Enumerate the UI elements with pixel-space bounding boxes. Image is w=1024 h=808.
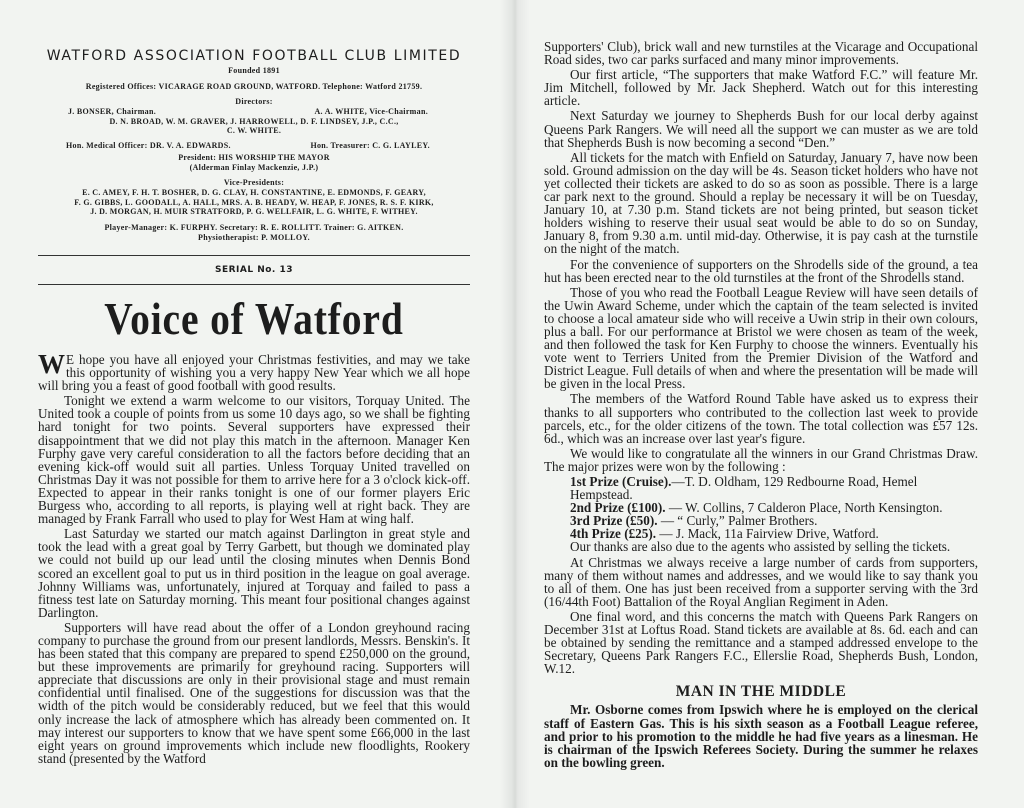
staff-line: Player-Manager: K. FURPHY. Secretary: R. E. ROLLITT. Trainer: G. AITKEN. [104,223,404,232]
paragraph: Those of you who read the Football League Review will have seen details of the Uwin Award Scheme, under which the captain of the team selected is invited to choose a local amateur side who will receive a Uwin strip in their own colours, plus a ball. For our performance at Bristol we were chosen as team of the week, and then followed the task for Ken Furphy to choose the winners. Eventually his vote went to Terriers United from the Premier Division of the Watford and District League. Full details of when and where the presentation will be made will be given in the local Press. [544,284,978,392]
paragraph: Tonight we extend a warm welcome to our visitors, Torquay United. The United took a couple of points from us some 10 days ago, so we shall be fighting hard tonight for two points. Several supporters have expressed their disappointment that we did not play this match in the afternoon. Manager Ken Furphy gave very careful consideration to all the factors before deciding that an evening kick-off would suit all parties. Unless Torquay United travelled on Christmas Day it was not possible for them to arrive here for a 3 o'clock kick-off. Expected to appear in their ranks tonight is one of our former players Eric Burgess who, according to all reports, is playing well at right back. They are managed by Frank Farrall who used to play for West Ham at wing half. [38,393,470,527]
article-left [38,349,470,767]
vice-chairman: A. A. WHITE, Vice-Chairman. [314,107,428,116]
prize-winner: — J. Mack, 11a Fairview Drive, Watford. [656,526,879,542]
drop-cap: W [38,349,65,379]
prize-label: 4th Prize (£25). [570,526,657,542]
page-title: Voice of Watford [104,293,404,344]
paragraph: Supporters will have read about the offer of a London greyhound racing company to purchase the ground from our present landlords, Messrs. Benskin's. It has been stated that this company are prepared to spend £250,000 on the ground, but these improvements are primarily for greyhound racing. Supporters will appreciate that discussions are only in their provisional stage and must remain confidential until finalised. One of the suggestions for discussion was that the width of the pitch would be considerably reduced, but we feel that this would only increase the lack of atmosphere which has already been commented on. It may interest our supporters to know that we have spent some £66,000 in the last eight years on ground improvements which include new floodlights, Rookery stand (presented by the Watford [38,619,470,766]
founded: Founded 1891 [228,66,280,75]
paragraph: Next Saturday we journey to Shepherds Bush for our local derby against Queens Park Rangers. We will need all the support we can muster as we are told that Shepherds Bush is now becoming a second “Den.” [544,108,978,150]
paragraph-text: E hope you have all enjoyed your Christmas festivities, and may we take this opportunity of wishing you a very happy New Year which we all hope will bring you a feast of good football with good results. [38,352,470,394]
paragraph: All tickets for the match with Enfield on Saturday, January 7, have now been sold. Ground admission on the day will be 4s. Season ticket holders who have not yet collected their tickets are asked to do so as soon as possible. There is a large car park next to the ground. Should a replay be necessary it will be on Tuesday, January 10, at 7.30 p.m. Stand tickets are not being printed, but season ticket holders wishing to reserve their usual seat would be able to do so on Sunday, January 8, from 9.30 a.m. until mid-day. Otherwise, it is pay cash at the turnstile on the night of the match. [544,149,978,257]
directors-label: Directors: [235,97,273,106]
paragraph: We would like to congratulate all the winners in our Grand Christmas Draw. The major prizes were won by the following : [544,445,978,474]
prize-winner: — “ Curly,” Palmer Brothers. [657,513,818,529]
divider [38,284,470,285]
section-heading: MAN IN THE MIDDLE [675,683,847,701]
paragraph: Our first article, “The supporters that make Watford F.C.” will feature Mr. Jim Mitchell, followed by Mr. Jack Shepherd. Watch out for this interesting article. [544,67,978,109]
medical-officer: Hon. Medical Officer: DR. V. A. EDWARDS. [66,141,231,150]
paragraph: For the convenience of supporters on the Shrodells side of the ground, a tea hut has been erected near to the old turnstiles at the front of the Shrodells stand. [544,256,978,285]
paragraph: Supporters' Club), brick wall and new turnstiles at the Vicarage and Occupational Road sides, two car parks surfaced and many minor improvements. [544,39,978,68]
vice-presidents-2: F. G. GIBBS, L. GOODALL, A. HALL, MRS. A. B. HEADY, W. HEAP, F. JONES, R. S. F. KIRK, [74,198,434,207]
right-page [544,40,978,771]
vice-presidents-label: Vice-Presidents: [223,178,285,187]
page-fold [500,0,530,808]
paragraph: The members of the Watford Round Table have asked us to express their thanks to all supporters who contributed to the collection last week to provide parcels, etc., for the older citizens of the town. The total collection was £57 12s. 6d., which was an increase over last year's figure. [544,391,978,446]
prize-label: 2nd Prize (£100). [570,500,666,516]
prize-winner: —T. D. Oldham, 129 Redbourne Road, Hemel Hempstead. [570,474,918,503]
prize-1 [544,475,978,501]
paragraph: Last Saturday we started our match against Darlington in great style and took the lead with a great goal by Terry Garbett, but though we dominated play we could not build up our lead until the closing minutes when Dennis Bond scored an excellent goal to put us in third position in the league on goal average. Johnny Williams was, unfortunately, injured at Torquay and failed to pass a fitness test late on Saturday morning. This meant four positional changes against Darlington. [38,526,470,620]
registered-offices: Registered Offices: VICARAGE ROAD GROUND, WATFORD. Telephone: Watford 21759. [85,82,423,91]
referee-paragraph: Mr. Osborne comes from Ipswich where he is employed on the clerical staff of Eastern Gas. This is his sixth season as a Football League referee, and prior to his promotion to the middle he had five years as a linesman. He is chairman of the Ipswich Referees Society. During the summer he relaxes on the bowling green. [544,702,978,770]
paragraph [38,349,470,394]
vice-presidents-3: J. D. MORGAN, H. MUIR STRATFORD, P. G. WELLFAIR, L. G. WHITE, F. WITHEY. [90,207,418,216]
club-name: WATFORD ASSOCIATION FOOTBALL CLUB LIMITED [46,48,462,64]
prize-label: 3rd Prize (£50). [570,513,658,529]
president: President: HIS WORSHIP THE MAYOR [178,153,330,162]
paragraph: One final word, and this concerns the match with Queens Park Rangers on December 31st at Loftus Road. Stand tickets are available at 8s. 6d. each and can be obtained by sending the remittance and a stamped addressed envelope to the Secretary, Queens Park Rangers F.C., Ellerslie Road, Shepherds Bush, London, W.12. [544,608,978,677]
paragraph: At Christmas we always receive a large number of cards from supporters, many of them without names and addresses, and we would like to say thank you to all of them. One has just been received from a supporter serving with the 3rd (16/44th Foot) Battalion of the Royal Anglian Regiment in Aden. [544,554,978,609]
directors-line-1: D. N. BROAD, W. M. GRAVER, J. HARROWELL, D. F. LINDSEY, J.P., C.C., [109,117,399,126]
physio-line: Physiotherapist: P. MOLLOY. [198,233,310,242]
paragraph: Our thanks are also due to the agents who assisted by selling the tickets. [570,539,951,555]
vice-presidents-1: E. C. AMEY, F. H. T. BOSHER, D. G. CLAY, H. CONSTANTINE, E. EDMONDS, F. GEARY, [82,188,426,197]
prize-label: 1st Prize (Cruise). [570,474,672,489]
divider [38,255,470,256]
prize-winner: — W. Collins, 7 Calderon Place, North Kensington. [665,500,943,516]
chairman: J. BONSER, Chairman. [68,107,157,116]
directors-line-2: C. W. WHITE. [226,126,282,135]
serial-number: SERIAL No. 13 [214,265,294,275]
president-name: (Alderman Finlay Mackenzie, J.P.) [189,163,319,172]
treasurer: Hon. Treasurer: C. G. LAYLEY. [310,141,430,150]
